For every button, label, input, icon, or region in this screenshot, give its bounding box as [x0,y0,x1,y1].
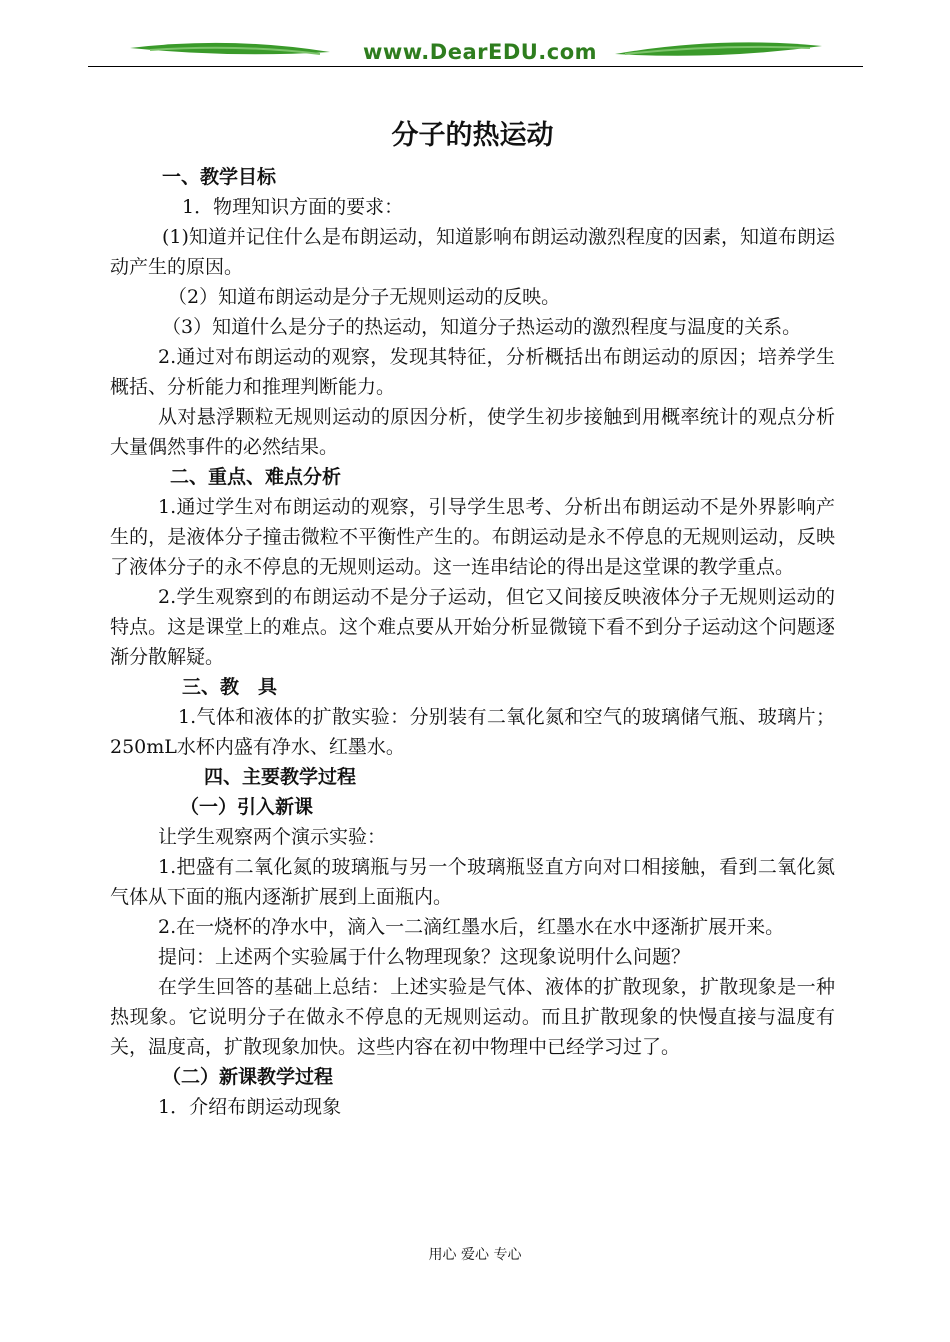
paragraph: 1.通过学生对布朗运动的观察，引导学生思考、分析出布朗运动不是外界影响产生的，是液体分子撞击微粒不平衡性产生的。布朗运动是永不停息的无规则运动，反映了液体分子的永不停息的无规则运动。这一连串结论的得出是这堂课的教学重点。 [110,496,835,578]
site-logo-text[interactable]: www.DearEDU.com [362,40,598,64]
subsection-heading-2: （二）新课教学过程 [162,1066,334,1088]
page-footer: 用心 爱心 专心 [428,1247,522,1263]
paragraph: (1)知道并记住什么是布朗运动，知道影响布朗运动激烈程度的因素，知道布朗运动产生的原因。 [110,226,835,278]
paragraph: 提问：上述两个实验属于什么物理现象？这现象说明什么问题？ [158,946,691,968]
section-heading-1: 一、教学目标 [162,166,277,188]
paragraph: 2.在一烧杯的净水中，滴入一二滴红墨水后，红墨水在水中逐渐扩展开来。 [158,916,785,938]
paragraph: 2.学生观察到的布朗运动不是分子运动，但它又间接反映液体分子无规则运动的特点。这是课堂上的难点。这个难点要从开始分析显微镜下看不到分子运动这个问题逐渐分散解疑。 [110,586,835,668]
paragraph: 1.气体和液体的扩散实验：分别装有二氧化氮和空气的玻璃储气瓶、玻璃片；250mL水杯内盛有净水、红墨水。 [110,706,835,758]
paragraph: 1．物理知识方面的要求： [182,196,404,218]
paragraph: 在学生回答的基础上总结：上述实验是气体、液体的扩散现象，扩散现象是一种热现象。它说明分子在做永不停息的无规则运动。而且扩散现象的快慢直接与温度有关，温度高，扩散现象加快。这些内容在初中物理中已经学习过了。 [110,976,835,1058]
paragraph: 1．介绍布朗运动现象 [158,1096,342,1118]
page-header [0,0,950,80]
document-body [110,113,835,1122]
paragraph: 从对悬浮颗粒无规则运动的原因分析，使学生初步接触到用概率统计的观点分析大量偶然事件的必然结果。 [110,406,835,458]
paragraph: （3）知道什么是分子的热运动，知道分子热运动的激烈程度与温度的关系。 [162,316,802,338]
paragraph: 让学生观察两个演示实验： [158,826,387,848]
paragraph: 2.通过对布朗运动的观察，发现其特征，分析概括出布朗运动的原因；培养学生概括、分析能力和推理判断能力。 [110,346,835,398]
page-title: 分子的热运动 [391,120,554,151]
section-heading-2: 二、重点、难点分析 [170,466,342,488]
section-heading-4: 四、主要教学过程 [204,766,357,788]
section-heading-3: 三、教 具 [182,676,278,698]
paragraph: 1.把盛有二氧化氮的玻璃瓶与另一个玻璃瓶竖直方向对口相接触，看到二氧化氮气体从下面的瓶内逐渐扩展到上面瓶内。 [110,856,835,908]
paragraph: （2）知道布朗运动是分子无规则运动的反映。 [168,286,561,308]
subsection-heading-1: （一）引入新课 [180,796,314,818]
header-divider [88,66,863,67]
